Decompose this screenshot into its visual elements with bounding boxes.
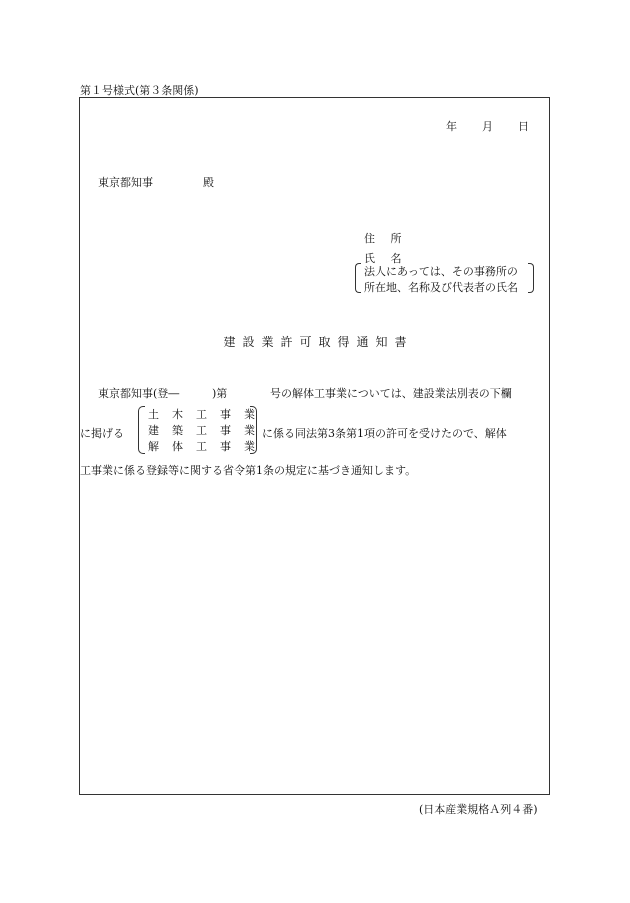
date-month-label: 月 — [482, 120, 493, 133]
document-title: 建設業許可取得通知書 — [223, 335, 414, 349]
corporate-note-line2: 所在地、名称及び代表者の氏名 — [364, 281, 518, 294]
addressee-name: 東京都知事 — [98, 176, 153, 189]
body-line2-rest: に係る同法第3条第1項の許可を受けたので、解体 — [262, 427, 507, 440]
body-line2-start: に掲げる — [80, 427, 124, 440]
body-line3: 工事業に係る登録等に関する省令第1条の規定に基づき通知します。 — [80, 464, 417, 477]
corporate-note-bracket-right — [528, 263, 534, 293]
work-types-bracket-left — [138, 406, 145, 454]
date-year-label: 年 — [446, 120, 457, 133]
address-label: 住 所 — [364, 232, 408, 245]
corporate-note-bracket-left — [355, 263, 361, 293]
form-number: 第１号様式(第３条関係) — [80, 84, 199, 97]
paper-size-note: (日本産業規格Ａ列４番) — [419, 803, 538, 816]
addressee-honorific: 殿 — [203, 176, 214, 189]
work-type-demolition: 解体工事業 — [148, 440, 268, 453]
body-line1-rest: 号の解体工事業については、建設業法別表の下欄 — [270, 387, 512, 400]
name-label: 氏 名 — [364, 252, 408, 265]
work-type-civil: 土木工事業 — [148, 408, 268, 421]
date-day-label: 日 — [518, 120, 529, 133]
work-type-building: 建築工事業 — [148, 424, 268, 437]
body-registration-close: )第 — [212, 387, 228, 400]
body-registration-open: 東京都知事(登― — [98, 387, 180, 400]
corporate-note-line1: 法人にあっては、その事務所の — [364, 265, 518, 278]
